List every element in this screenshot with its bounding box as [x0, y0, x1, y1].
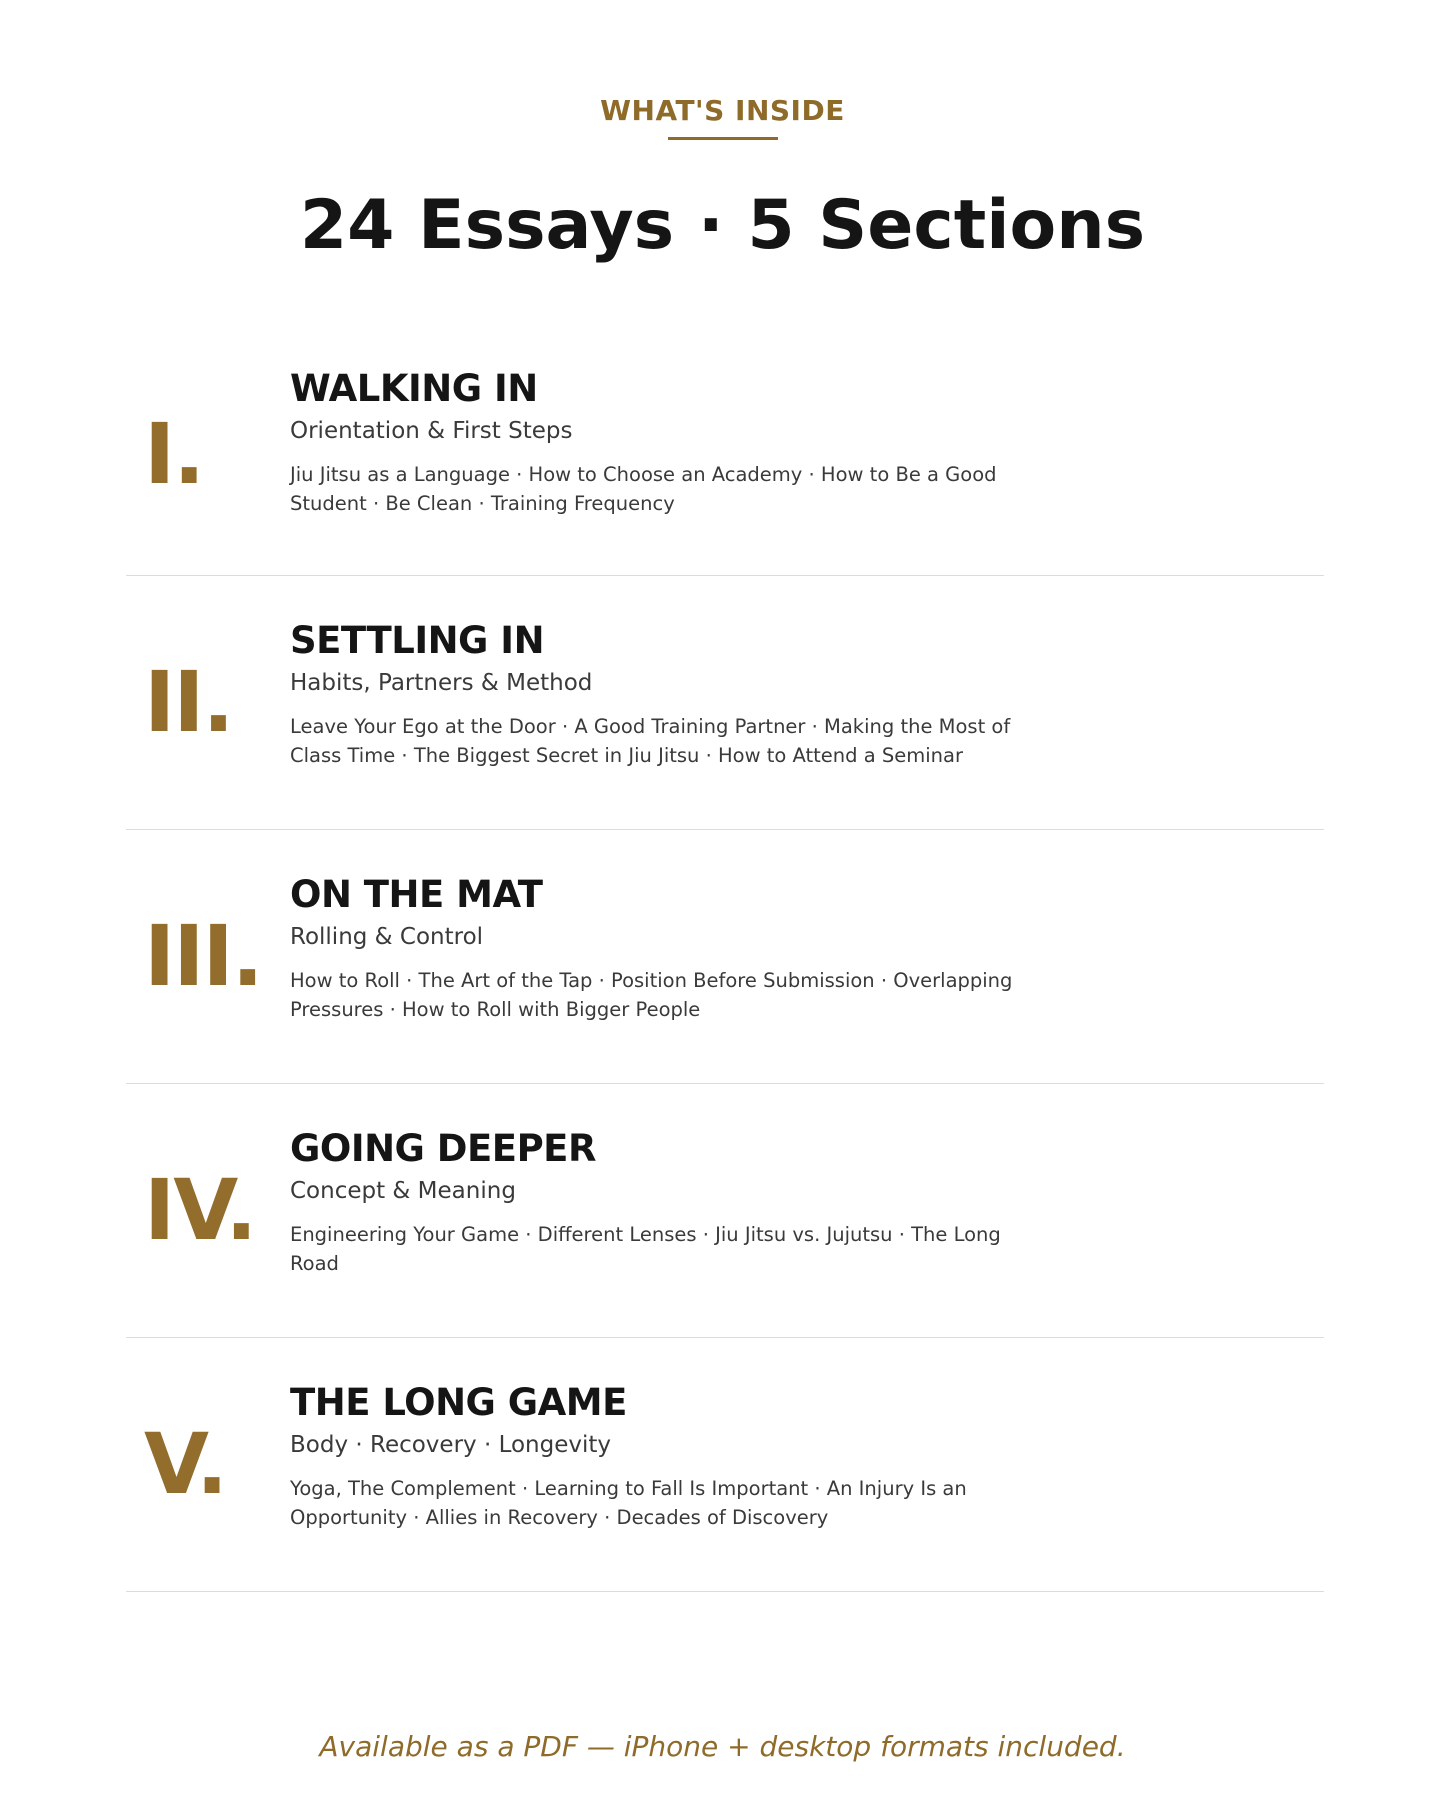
section-content: [290, 620, 1050, 770]
section-content: [290, 1128, 1050, 1278]
section-subtitle: Concept & Meaning: [290, 1177, 516, 1204]
footer-note: Available as a PDF — iPhone + desktop formats included.: [319, 1730, 1126, 1763]
section-title: SETTLING IN: [290, 619, 545, 662]
section-numeral: IV.: [144, 1161, 256, 1259]
eyebrow-underline: [668, 137, 778, 140]
section-the-long-game: [126, 1338, 1324, 1592]
section-numeral: III.: [144, 907, 262, 1005]
section-numeral: II.: [144, 653, 233, 751]
section-essay-list: How to Roll · The Art of the Tap · Position Before Submission · Overlapping Pressures · How to Roll with Bigger People: [290, 969, 1013, 1022]
section-content: [290, 1382, 1050, 1532]
section-subtitle: Habits, Partners & Method: [290, 669, 593, 696]
eyebrow-block: [0, 94, 1445, 140]
section-settling-in: [126, 576, 1324, 830]
section-numeral: V.: [144, 1415, 227, 1513]
section-on-the-mat: [126, 830, 1324, 1084]
section-essay-list: Jiu Jitsu as a Language · How to Choose an Academy · How to Be a Good Student · Be Clean · Training Frequency: [290, 463, 997, 516]
section-essay-list: Engineering Your Game · Different Lenses · Jiu Jitsu vs. Jujutsu · The Long Road: [290, 1223, 1001, 1276]
page-title: 24 Essays · 5 Sections: [299, 186, 1146, 265]
section-subtitle: Orientation & First Steps: [290, 417, 573, 444]
section-title: WALKING IN: [290, 367, 538, 410]
section-essay-list: Yoga, The Complement · Learning to Fall Is Important · An Injury Is an Opportunity · Allies in Recovery · Decades of Discovery: [290, 1477, 967, 1530]
section-title: ON THE MAT: [290, 873, 543, 916]
section-title: THE LONG GAME: [290, 1381, 627, 1424]
section-subtitle: Body · Recovery · Longevity: [290, 1431, 612, 1458]
section-walking-in: [126, 322, 1324, 576]
section-essay-list: Leave Your Ego at the Door · A Good Training Partner · Making the Most of Class Time · The Biggest Secret in Jiu Jitsu · How to Attend a Seminar: [290, 715, 1011, 768]
section-subtitle: Rolling & Control: [290, 923, 484, 950]
section-title: GOING DEEPER: [290, 1127, 596, 1170]
eyebrow-label: WHAT'S INSIDE: [600, 94, 845, 127]
section-numeral: I.: [144, 405, 204, 503]
section-going-deeper: [126, 1084, 1324, 1338]
section-content: [290, 368, 1050, 518]
section-content: [290, 874, 1050, 1024]
